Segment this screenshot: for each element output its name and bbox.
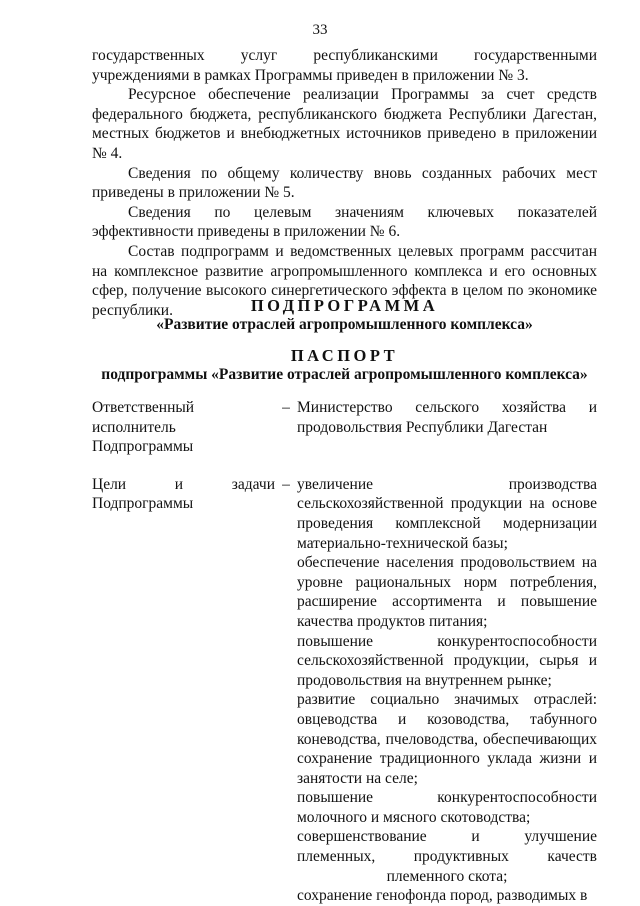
row-dash: – xyxy=(282,475,290,493)
executor-label: Ответственный исполнитель Подпрограммы xyxy=(92,399,195,456)
goals-label: Цели и задачи Подпрограммы xyxy=(92,475,275,513)
paragraph: государственных услуг республиканскими государственными учреждениями в рамках Программы приведен в приложении № 3. xyxy=(92,47,597,84)
goal-item: развитие социально значимых отраслей: овцеводства и козоводства, табунного коневодства, пчеловодства, обеспечивающих сохранение традиционного уклада жизни и занятости на селе; xyxy=(297,691,597,787)
paragraph: Сведения по целевым значениям ключевых показателей эффективности приведены в приложении № 6. xyxy=(92,203,597,241)
passport-row-goals xyxy=(92,475,597,906)
goal-item: повышение конкурентоспособности сельскохозяйственной продукции, сырья и продовольствия на внутреннем рынке; xyxy=(297,632,597,689)
subprogram-heading: ПОДПРОГРАММА xyxy=(250,296,439,315)
goal-item: повышение конкурентоспособности молочного и мясного скотоводства; xyxy=(297,789,597,826)
page-number: 33 xyxy=(312,22,328,38)
goal-item: обеспечение населения продовольствием на уровне рациональных норм потребления, расширение ассортимента и повышение качества продуктов питания; xyxy=(297,554,597,630)
body-text xyxy=(92,46,597,320)
executor-value xyxy=(297,398,597,437)
passport-heading: ПАСПОРТ xyxy=(290,346,399,365)
passport-subtitle: подпрограммы «Развитие отраслей агропромышленного комплекса» xyxy=(101,366,588,383)
passport-row-executor xyxy=(92,398,597,457)
passport-table xyxy=(92,398,597,906)
goal-item: увеличение производства сельскохозяйственной продукции на основе проведения комплексной модернизации материально-технической базы; xyxy=(297,475,597,552)
paragraph: Состав подпрограмм и ведомственных целевых программ рассчитан на комплексное развитие агропромышленного комплекса и его основных сфер, получение высокого синергетического эффекта в целом по экономике республики. xyxy=(92,242,597,319)
row-dash: – xyxy=(282,399,290,416)
goal-item: совершенствование и улучшение племенных, продуктивных качеств племенного скота; xyxy=(297,828,597,885)
executor-value-text: Министерство сельского хозяйства и продовольствия Республики Дагестан xyxy=(297,399,597,436)
goal-item: сохранение генофонда пород, разводимых в xyxy=(297,887,588,905)
subprogram-title: «Развитие отраслей агропромышленного комплекса» xyxy=(156,316,533,333)
paragraph: Ресурсное обеспечение реализации Программы за счет средств федерального бюджета, республиканского бюджета Республики Дагестан, местных бюджетов и внебюджетных источников приведено в приложении № 4. xyxy=(92,86,597,162)
paragraph: Сведения по общему количеству вновь созданных рабочих мест приведены в приложении № 5. xyxy=(92,164,597,202)
goals-list xyxy=(297,475,597,906)
